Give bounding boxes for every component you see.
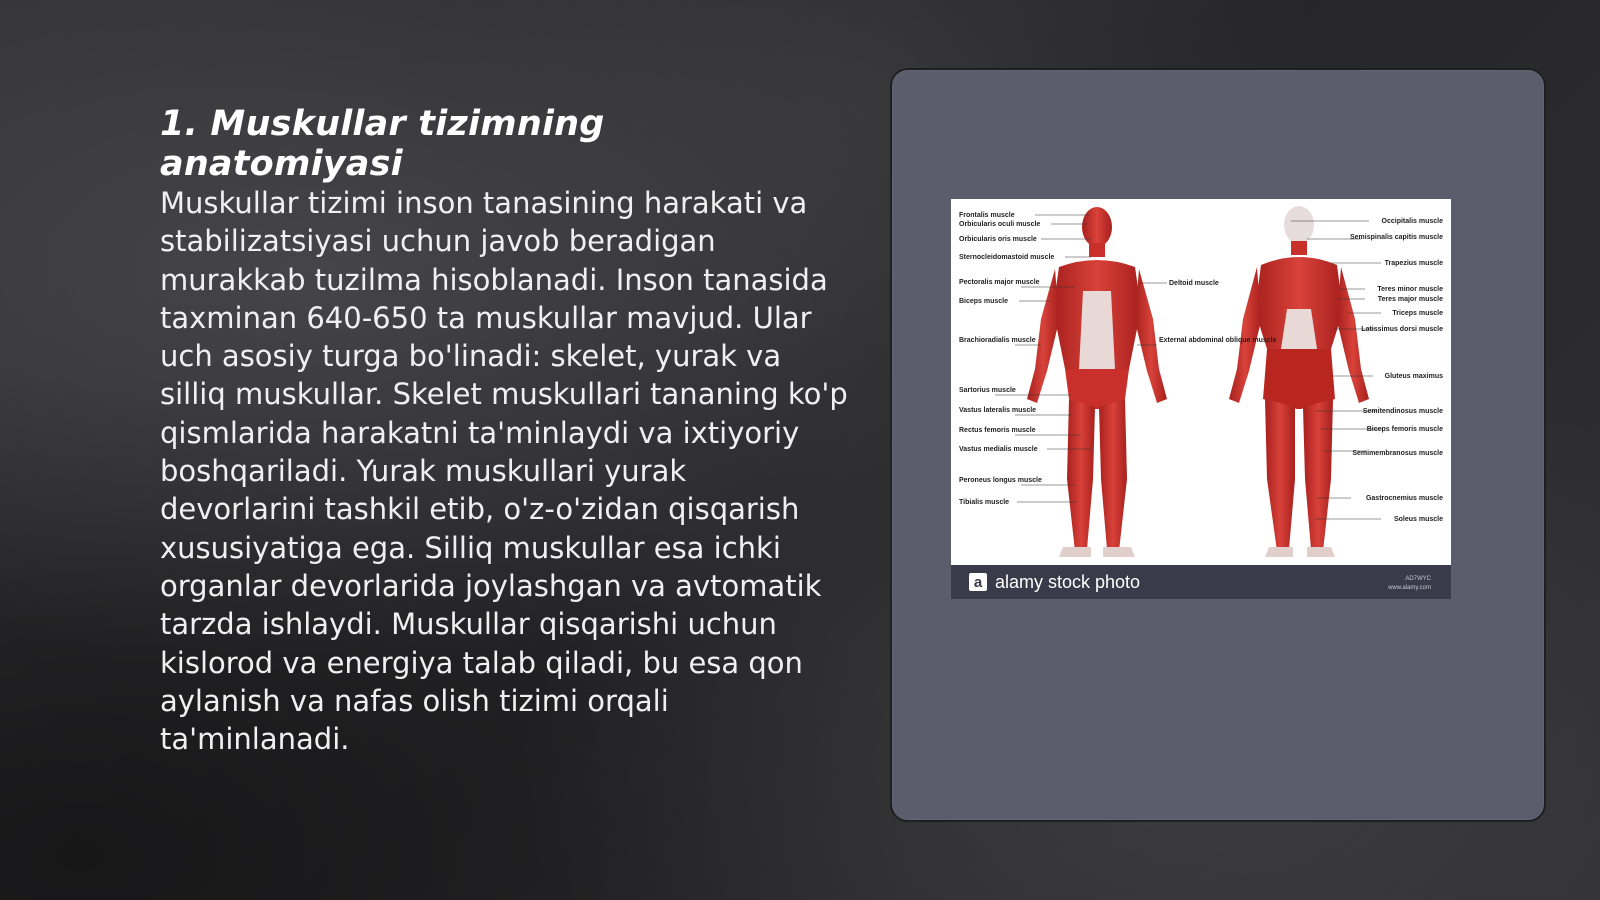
label-triceps: Triceps muscle xyxy=(1392,310,1443,317)
label-deltoid: Deltoid muscle xyxy=(1169,280,1219,287)
label-vastus-lateralis: Vastus lateralis muscle xyxy=(959,407,1037,414)
watermark-text: alamy stock photo xyxy=(995,571,1141,592)
label-occipitalis: Occipitalis muscle xyxy=(1381,218,1443,225)
slide-body-text: Muskullar tizimi inson tanasining harakati va stabilizatsiyasi uchun javob beradigan murakkab tuzilma hisoblanadi. Inson tanasida taxminan 640-650 ta muskullar mavjud. Ular uch asosiy turga bo'linadi: skelet, yurak va silliq muskullar. Skelet muskullari tananing ko'p qismlarida harakatni ta'minlaydi va ixtiyoriy boshqariladi. Yurak muskullari yurak devorlarini tashkil etib, o'z-o'zidan qisqarish xususiyatiga ega. Silliq muskullar esa ichki organlar devorlarida joylashgan va avtomatik tarzda ishlaydi. Muskullar qisqarishi uchun kislorod va energiya talab qiladi, bu esa qon aylanish va nafas olish tizimi orqali ta'minlanadi. xyxy=(160,186,848,757)
label-orbicularis-oculi: Orbicularis oculi muscle xyxy=(959,221,1041,228)
label-frontalis: Frontalis muscle xyxy=(959,212,1015,219)
label-soleus: Soleus muscle xyxy=(1393,516,1443,523)
label-vastus-medialis: Vastus medialis muscle xyxy=(959,446,1038,453)
label-pectoralis-major: Pectoralis major muscle xyxy=(959,279,1040,286)
anatomy-label-text xyxy=(959,212,1443,523)
alamy-logo-icon: a xyxy=(969,573,987,591)
watermark-bar xyxy=(951,565,1451,599)
label-sternocleidomastoid: Sternocleidomastoid muscle xyxy=(959,254,1055,261)
back-body-figure xyxy=(1229,206,1369,557)
label-biceps-femoris: Biceps femoris muscle xyxy=(1366,426,1443,433)
label-latissimus-dorsi: Latissimus dorsi muscle xyxy=(1361,326,1443,333)
muscle-anatomy-image xyxy=(951,199,1451,599)
label-gastrocnemius: Gastrocnemius muscle xyxy=(1365,495,1443,502)
label-sartorius: Sartorius muscle xyxy=(959,387,1016,394)
label-peroneus-longus: Peroneus longus muscle xyxy=(959,477,1042,484)
label-trapezius: Trapezius muscle xyxy=(1384,260,1443,267)
label-brachioradialis: Brachioradialis muscle xyxy=(959,337,1036,344)
label-semimembranosus: Semimembranosus muscle xyxy=(1352,450,1443,457)
slide-title: 1. Muskullar tizimning anatomiyasi xyxy=(160,104,605,184)
stock-id: AD7WYC xyxy=(1405,576,1431,582)
label-gluteus-maximus: Gluteus maximus xyxy=(1384,373,1443,380)
stock-url: www.alamy.com xyxy=(1388,585,1431,591)
label-teres-major: Teres major muscle xyxy=(1377,296,1443,303)
label-tibialis: Tibialis muscle xyxy=(959,499,1010,506)
label-rectus-femoris: Rectus femoris muscle xyxy=(959,427,1036,434)
label-semitendinosus: Semitendinosus muscle xyxy=(1362,408,1443,415)
label-orbicularis-oris: Orbicularis oris muscle xyxy=(959,236,1037,243)
anatomy-illustration xyxy=(951,199,1451,565)
label-teres-minor: Teres minor muscle xyxy=(1377,286,1443,293)
label-external-oblique: External abdominal oblique muscle xyxy=(1159,337,1277,344)
label-biceps: Biceps muscle xyxy=(959,298,1009,305)
stock-meta xyxy=(1388,575,1431,593)
label-semispinalis-capitis: Semispinalis capitis muscle xyxy=(1350,234,1443,241)
